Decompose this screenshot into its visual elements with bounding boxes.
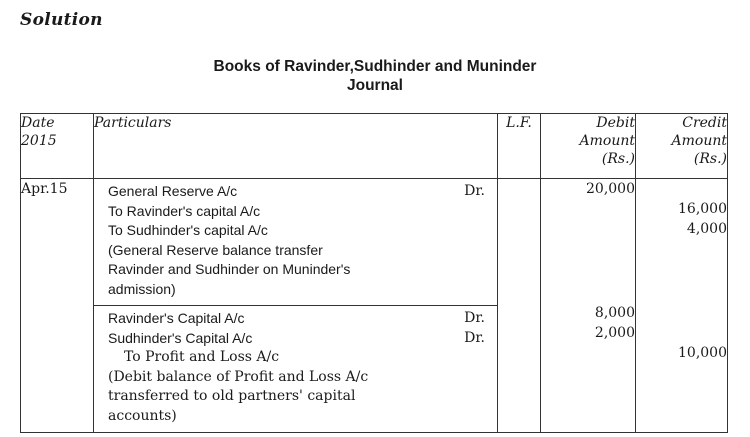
header-row bbox=[21, 114, 728, 179]
particulars-header-label: Particulars bbox=[94, 115, 172, 131]
narration-line bbox=[108, 407, 485, 427]
journal-entry-1 bbox=[94, 179, 497, 305]
date-header-year: 2015 bbox=[21, 133, 57, 149]
narration-text: Ravinder and Sudhinder on Muninder's bbox=[108, 261, 351, 277]
account-credit: To Profit and Loss A/c bbox=[124, 349, 280, 365]
narration-line bbox=[108, 387, 485, 407]
debit-header-line: (Rs.) bbox=[601, 151, 635, 167]
narration-line bbox=[108, 260, 485, 280]
narration-text: (Debit balance of Profit and Loss A/c bbox=[108, 368, 369, 385]
particulars-column-header bbox=[94, 114, 498, 179]
dr-marker: Dr. bbox=[464, 310, 485, 326]
particulars-cell bbox=[94, 179, 498, 433]
dr-marker: Dr. bbox=[464, 183, 485, 199]
credit-header-line: Amount bbox=[671, 133, 727, 149]
entry-line bbox=[108, 329, 485, 349]
date-column-header bbox=[21, 114, 94, 179]
journal-title: Journal bbox=[347, 77, 403, 94]
credit-column-header bbox=[636, 114, 728, 179]
narration-text: accounts) bbox=[108, 407, 177, 424]
entry-line bbox=[108, 309, 485, 329]
narration-text: admission) bbox=[108, 280, 176, 297]
credit-amount: 16,000 bbox=[678, 201, 727, 217]
debit-header-line: Amount bbox=[579, 133, 635, 149]
journal-table bbox=[20, 113, 728, 433]
entry-line bbox=[108, 221, 485, 241]
credit-spacer bbox=[636, 239, 727, 343]
account-credit: To Ravinder's capital A/c bbox=[108, 202, 261, 219]
debit-amount: 8,000 bbox=[594, 305, 635, 321]
account-debit: Sudhinder's Capital A/c bbox=[108, 329, 253, 346]
debit-column-header bbox=[541, 114, 636, 179]
account-debit: General Reserve A/c bbox=[108, 183, 238, 199]
credit-amount: 4,000 bbox=[686, 221, 727, 237]
entry-date: Apr.15 bbox=[21, 181, 68, 197]
debit-spacer bbox=[541, 199, 635, 303]
debit-amount: 2,000 bbox=[594, 325, 635, 341]
credit-spacer bbox=[636, 179, 727, 199]
credit-cell bbox=[636, 179, 728, 433]
journal-entry-2 bbox=[94, 305, 497, 432]
date-header-label: Date bbox=[21, 115, 55, 131]
credit-header-line: Credit bbox=[682, 115, 727, 131]
solution-heading: Solution bbox=[20, 10, 103, 30]
entry-line bbox=[108, 182, 485, 202]
narration-line bbox=[108, 241, 485, 261]
narration-text: transferred to old partners' capital bbox=[108, 388, 356, 404]
narration-line bbox=[108, 368, 485, 388]
account-credit: To Sudhinder's capital A/c bbox=[108, 222, 268, 238]
date-cell bbox=[21, 179, 94, 433]
narration-line bbox=[108, 280, 485, 300]
narration-text: (General Reserve balance transfer bbox=[108, 241, 323, 258]
debit-cell bbox=[541, 179, 636, 433]
account-debit: Ravinder's Capital A/c bbox=[108, 310, 245, 326]
entry-line bbox=[108, 202, 485, 222]
debit-amount: 20,000 bbox=[586, 181, 635, 197]
credit-amount: 10,000 bbox=[678, 345, 727, 361]
credit-header-line: (Rs.) bbox=[693, 151, 727, 167]
lf-column-header bbox=[498, 114, 541, 179]
books-title: Books of Ravinder,Sudhinder and Muninder bbox=[213, 58, 537, 75]
entry-line bbox=[108, 348, 485, 368]
debit-header-line: Debit bbox=[596, 115, 635, 131]
lf-cell bbox=[498, 179, 541, 433]
table-row bbox=[21, 179, 728, 433]
dr-marker: Dr. bbox=[464, 329, 485, 346]
lf-header-label: L.F. bbox=[506, 115, 532, 131]
